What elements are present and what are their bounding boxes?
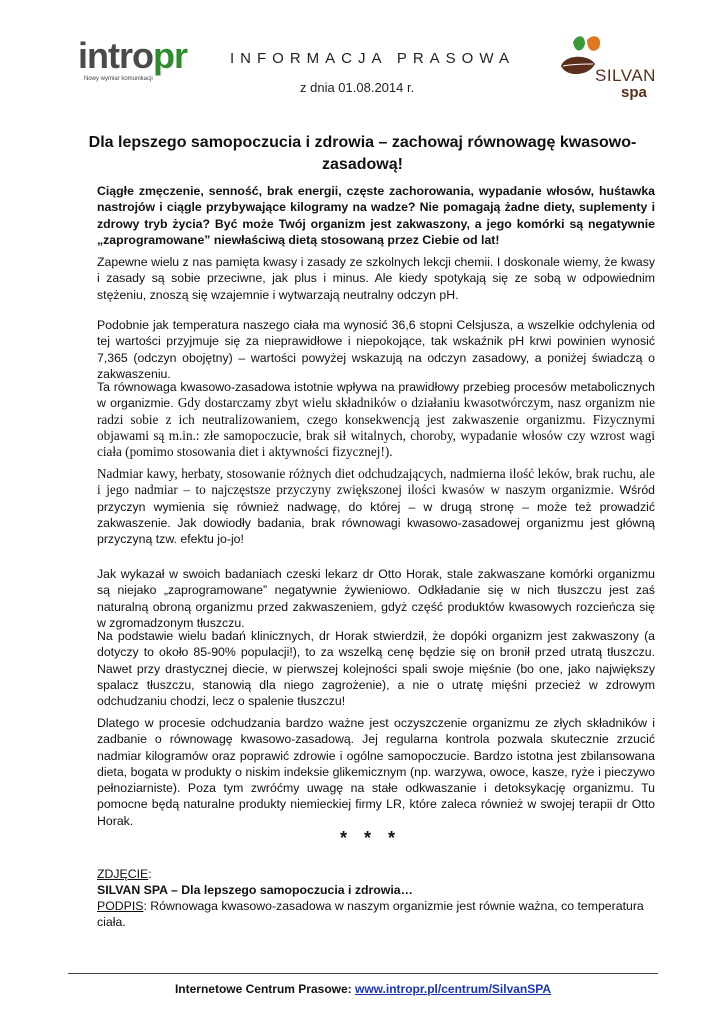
paragraph-4 xyxy=(97,466,655,547)
paragraph-3-part-a: Ta równowaga kwasowo-zasadowa istotnie wpływa na prawidłowy przebieg procesów metabolicznych w organizmie. xyxy=(97,380,655,411)
logo-pr-text: pr xyxy=(152,35,187,76)
photo-label: ZDJĘCIE xyxy=(97,867,149,881)
paragraph-5: Jak wykazał w swoich badaniach czeski lekarz dr Otto Horak, stale zakwaszane komórki organizmu są niejako „zaprogramowane” negatywnie żywieniowo. Odkładanie się w nich tłuszczu jest zaś naturalną obroną organizmu przed zakwaszeniem, gdyż część produktów kwasowych rozcieńcza się w zgromadzonym tłuszczu. xyxy=(97,567,655,630)
caption-label: PODPIS xyxy=(97,899,144,913)
logo-tagline: Nowy wymiar komunikacji xyxy=(84,76,153,82)
footer xyxy=(68,982,658,996)
silvan-spa: spa xyxy=(621,84,647,101)
footer-link[interactable]: www.intropr.pl/centrum/SilvanSPA xyxy=(355,982,552,996)
photo-title: SILVAN SPA – Dla lepszego samopoczucia i zdrowia… xyxy=(97,883,413,897)
paragraph-3 xyxy=(97,379,655,460)
photo-caption: ZDJĘCIE: SILVAN SPA – Dla lepszego samopoczucia i zdrowia… PODPIS: Równowaga kwasowo-zasadowa w naszym organizmie jest równie ważna, co temperatura ciała. xyxy=(97,866,657,930)
silvan-name: SILVAN xyxy=(595,66,656,85)
press-release-date: z dnia 01.08.2014 r. xyxy=(300,80,415,95)
paragraph-3-part-b: Gdy dostarczamy zbyt wielu składników o działaniu kwasotwórczym, nasz organizm nie radzi sobie z ich neutralizowaniem, czego konsekwencją jest zakwaszenie organizmu. Fizycznymi objawami są m.in.: złe samopoczucie, brak sił witalnych, choroby, wypadanie włosów czy wzrost wagi ciała (pomimo stosowania diet i aktywności fizycznej!). xyxy=(97,395,656,460)
intropr-logo xyxy=(78,36,188,86)
silvan-spa-logo xyxy=(555,32,665,102)
paragraph-7: Dlatego w procesie odchudzania bardzo ważne jest oczyszczenie organizmu ze złych składników i zadbanie o równowagę kwasowo-zasadową. Jej regularna kontrola pozwala skutecznie zrzucić nadmiar kilogramów oraz poprawić zdrowie i ogólne samopoczucie. Bardzo istotna jest zbilansowana dieta, bogata w produkty o niskim indeksie glikemicznym (np. warzywa, owoce, kasze, ryże i pieczywo pełnoziarniste). Poza tym zwróćmy uwagę na stałe odkwaszanie i detoksykację organizmu. Tu pomocne będą naturalne produkty niemieckiej firmy LR, które zaleca również w swojej terapii dr Otto Horak. xyxy=(97,716,655,828)
footer-label: Internetowe Centrum Prasowe: xyxy=(174,982,355,996)
paragraph-4-part-a: Nadmiar kawy, herbaty, stosowanie różnych diet odchudzających, nadmierna ilość leków, brak ruchu, ale i jego nadmiar – to najczęstsze przyczyny zwiększonej ilości kwasów w naszym organizmie. xyxy=(97,466,655,498)
logo-intro-text: intro xyxy=(78,35,153,76)
lead-paragraph: Ciągłe zmęczenie, senność, brak energii, częste zachorowania, wypadanie włosów, huśtawka nastrojów i ciągle przybywające kilogramy na wadze? Nie pomagają żadne diety, suplementy i zdrowy tryb życia? Być może Twój organizm jest zakwaszony, a jego komórki są negatywnie „zaprogramowane” niewłaściwą dietą stosowaną przez Ciebie od lat! xyxy=(97,184,655,247)
caption-text: : Równowaga kwasowo-zasadowa w naszym organizmie jest równie ważna, co temperatura ciała. xyxy=(97,899,644,929)
paragraph-6: Na podstawie wielu badań klinicznych, dr Horak stwierdził, że dopóki organizm jest zakwaszony (a dotyczy to około 85-90% populacji!), to za wszelką cenę będzie się on bronił przed utratą tłuszczu. Nawet przy drastycznej diecie, w pierwszej kolejności spali swoje mięśnie (bo one, jako największy spalacz tłuszczu, stanowią dla niego zagrożenie), a nie o utratę mięśni przecież w zdrowym odchudzaniu chodzi, lecz o spalenie tłuszczu! xyxy=(97,629,655,709)
paragraph-1: Zapewne wielu z nas pamięta kwasy i zasady ze szkolnych lekcji chemii. I doskonale wiemy, że kwasy i zasady są sobie przeciwne, jak plus i minus. Ale kiedy spotykają się ze sobą w odpowiednim stężeniu, znoszą się wzajemnie i wytwarzają neutralny odczyn pH. xyxy=(97,255,655,302)
press-release-title: INFORMACJA PRASOWA xyxy=(230,50,515,67)
section-separator: * * * xyxy=(340,828,402,848)
paragraph-2: Podobnie jak temperatura naszego ciała ma wynosić 36,6 stopni Celsjusza, a wszelkie odchylenia od tej wartości przyjmuje się za nieprawidłowe i niepokojące, tak wskaźnik pH krwi powinien wynosić 7,365 (odczyn obojętny) – wartości powyżej wskazują na odczyn zasadowy, a poniżej świadczą o zakwaszeniu. xyxy=(97,318,655,381)
paragraph-4-part-b: Wśród przyczyn wymienia się również nadwagę, do której – w drugą stronę – może też prowadzić zakwaszenie. Jak dowiodły badania, brak równowagi kwasowo-zasadowej organizmu jest główną przyczyną tzw. efektu jo-jo! xyxy=(97,483,655,547)
headline: Dla lepszego samopoczucia i zdrowia – zachowaj równowagę kwasowo-zasadową! xyxy=(88,134,637,173)
footer-divider xyxy=(68,973,658,974)
